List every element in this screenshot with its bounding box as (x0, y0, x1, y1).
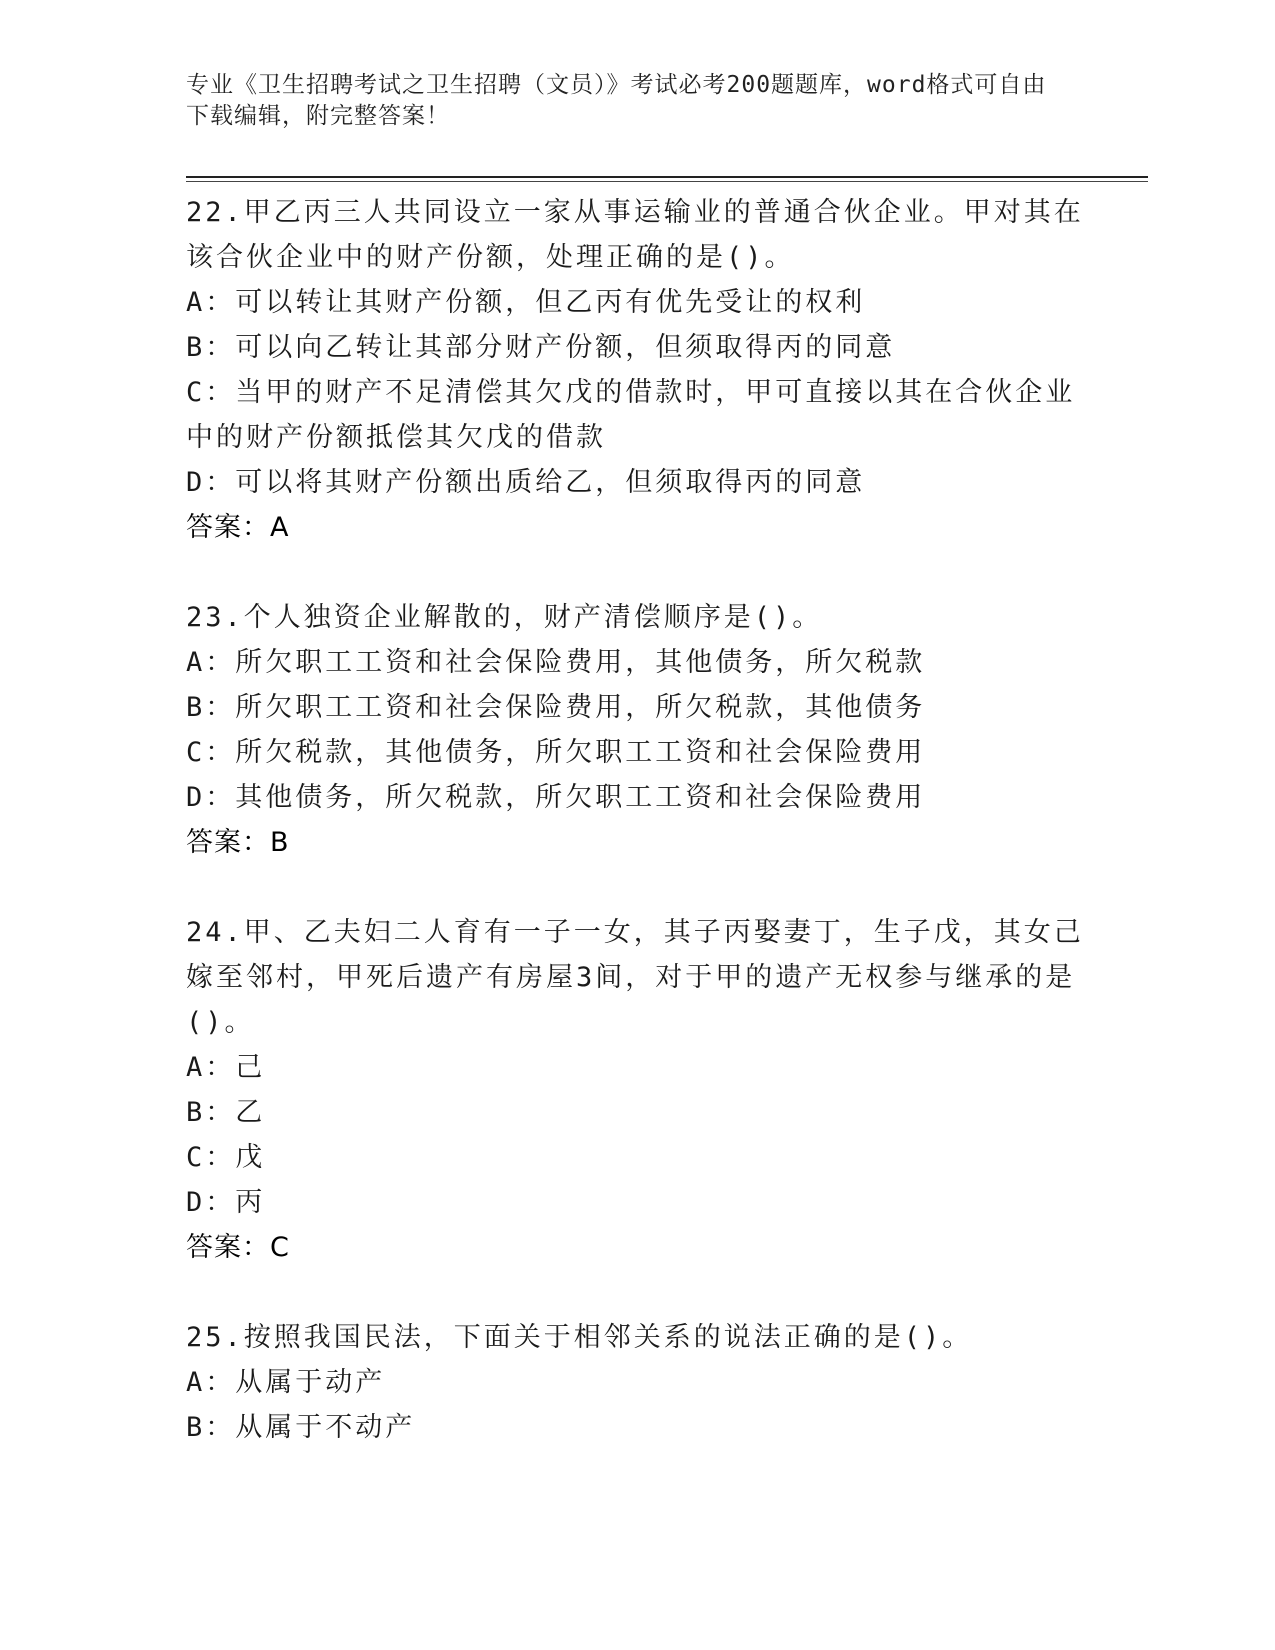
answer-label: 答案：A (186, 512, 290, 543)
spacer (186, 550, 1086, 595)
header-divider-thin (186, 181, 1148, 182)
question-stem: 25.按照我国民法，下面关于相邻关系的说法正确的是()。 (186, 1322, 973, 1353)
option-b: B：可以向乙转让其部分财产份额，但须取得丙的同意 (186, 332, 896, 363)
option-c: C：戊 (186, 1142, 266, 1173)
option-b: B：所欠职工工资和社会保险费用，所欠税款，其他债务 (186, 692, 926, 723)
option-d: D：丙 (186, 1187, 266, 1218)
option-d: D：可以将其财产份额出质给乙，但须取得丙的同意 (186, 467, 866, 498)
question-stem: 24.甲、乙夫妇二人育有一子一女，其子丙娶妻丁，生子戊，其女己嫁至邻村，甲死后遗产有房屋3间，对于甲的遗产无权参与继承的是()。 (186, 917, 1084, 1038)
spacer (186, 865, 1086, 910)
option-c: C：所欠税款，其他债务，所欠职工工资和社会保险费用 (186, 737, 926, 768)
option-b: B：从属于不动产 (186, 1412, 416, 1443)
question-23 (186, 595, 1086, 865)
question-list (186, 190, 1086, 1450)
header-divider (186, 176, 1148, 178)
question-22 (186, 190, 1086, 550)
answer-label: 答案：B (186, 827, 290, 858)
option-a: A：从属于动产 (186, 1367, 386, 1398)
option-d: D：其他债务，所欠税款，所欠职工工资和社会保险费用 (186, 782, 926, 813)
question-24 (186, 910, 1086, 1270)
option-c: C：当甲的财产不足清偿其欠戊的借款时，甲可直接以其在合伙企业中的财产份额抵偿其欠戊的借款 (186, 377, 1076, 453)
option-b: B：乙 (186, 1097, 266, 1128)
question-stem: 23.个人独资企业解散的，财产清偿顺序是()。 (186, 602, 823, 633)
question-25 (186, 1315, 1086, 1450)
question-stem: 22.甲乙丙三人共同设立一家从事运输业的普通合伙企业。甲对其在该合伙企业中的财产份额，处理正确的是()。 (186, 197, 1084, 273)
option-a: A：所欠职工工资和社会保险费用，其他债务，所欠税款 (186, 647, 926, 678)
answer-label: 答案：C (186, 1232, 290, 1263)
document-header: 专业《卫生招聘考试之卫生招聘（文员）》考试必考200题题库，word格式可自由下载编辑，附完整答案！ (186, 72, 1047, 129)
option-a: A：己 (186, 1052, 266, 1083)
option-a: A：可以转让其财产份额，但乙丙有优先受让的权利 (186, 287, 866, 318)
spacer (186, 1270, 1086, 1315)
